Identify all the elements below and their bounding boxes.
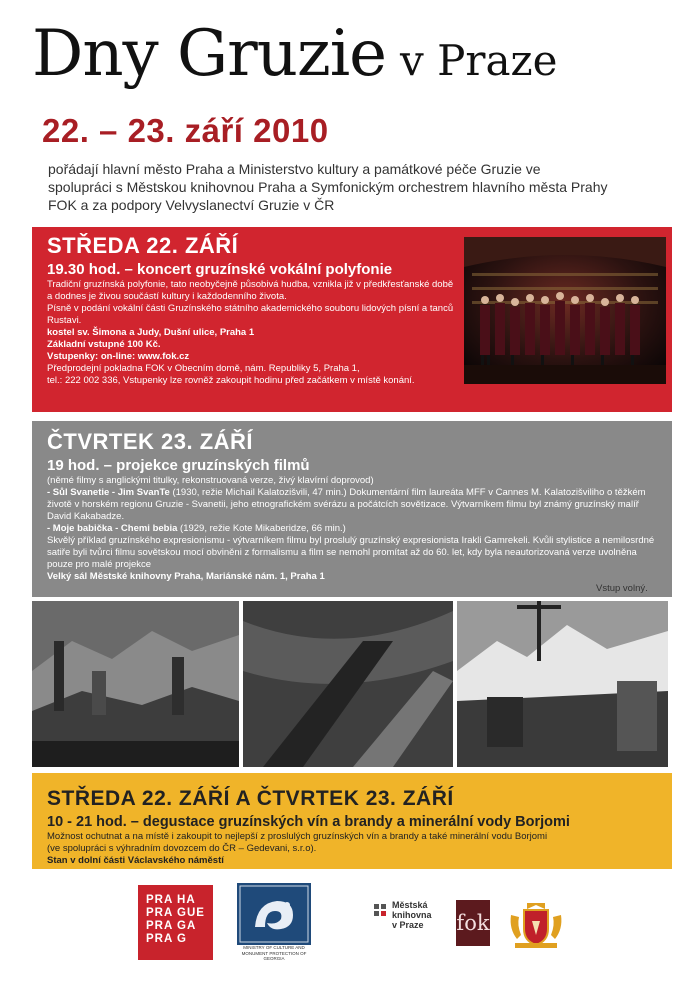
film-still-svaneti (32, 601, 239, 767)
film-1-text: (1930, režie Michail Kalatozišvili, 47 min.) Dokumentární film laureáta MFF v Cannes M. Kalatozišviliho o těžkém životě v horském regionu Gruzie - Svanetii, jeho etnografickém svérázu a počátcích sovětizace. Výtvarníkem filmu byl známý gruzínský malíř David Kakabadze. (47, 487, 646, 522)
film-2-text: (1929, režie Kote Mikaberidze, 66 min.) (177, 523, 346, 534)
tasting-text-2: (ve spolupráci s výhradním dovozcem do ČR – Gedevani, s.r.o). (47, 843, 317, 854)
title-main: Dny Gruzie (32, 17, 387, 91)
film-still-texture (243, 601, 453, 767)
entry-free: Vstup volný. (596, 583, 648, 594)
georgia-coat-of-arms-icon (507, 895, 565, 950)
films-place: Velký sál Městské knihovny Praha, Mariánské nám. 1, Praha 1 (47, 571, 325, 582)
concert-price: Základní vstupné 100 Kč. (47, 339, 161, 350)
section-subheading: 19 hod. – projekce gruzínských filmů (47, 457, 310, 474)
ministry-name: MINISTRY OF CULTURE AND MONUMENT PROTECTION OF GEORGIA (241, 945, 307, 961)
fok-logo: fok (456, 900, 490, 946)
films-description (47, 475, 659, 583)
film-1-title: - Sůl Svanetie - Jim SvanTe (47, 487, 170, 498)
film-still-mountains (457, 601, 668, 767)
wednesday-concert-section (32, 227, 672, 412)
section-subheading: 19.30 hod. – koncert gruzínské vokální polyfonie (47, 261, 393, 278)
film-2 (47, 523, 659, 535)
tasting-section (32, 773, 672, 869)
concert-text-2: Písně v podání vokální části Gruzínského státního akademického souboru lidových písní a tanců Rustavi. (47, 303, 454, 326)
organizers-intro: pořádají hlavní město Praha a Ministerstvo kultury a památkové péče Gruzie ve spolupráci s Městskou knihovnou Praha a Symfonickým orchestrem hlavního města Prahy FOK a za podpory Velvyslanectví Gruzie v ČR (48, 161, 608, 213)
ministry-logo (237, 883, 311, 963)
section-subheading: 10 - 21 hod. – degustace gruzínských vín a brandy a minerální vody Borjomi (47, 814, 570, 830)
choir-photo (464, 237, 666, 384)
concert-text-1: Tradiční gruzínská polyfonie, tato neobyčejně působivá hudba, vznikla již v předkřesťanské době a dodnes je živou součástí kultury i každodenního života. (47, 279, 454, 302)
film-2-title: - Moje babička - Chemi bebia (47, 523, 178, 534)
concert-presale: Předprodejní pokladna FOK v Obecním domě, nám. Republiky 5, Praha 1, (47, 363, 360, 374)
concert-place: kostel sv. Šimona a Judy, Dušní ulice, Praha 1 (47, 327, 255, 338)
event-dates: 22. – 23. září 2010 (42, 112, 329, 149)
title-sub: v Praze (400, 36, 558, 85)
film-1 (47, 487, 659, 523)
section-heading: STŘEDA 22. ZÁŘÍ A ČTVRTEK 23. ZÁŘÍ (47, 787, 454, 810)
poster-title (32, 17, 672, 91)
concert-description (47, 279, 457, 387)
tasting-text-1: Možnost ochutnat a na místě i zakoupit to nejlepší z proslulých gruzínských vín a brandy a také minerální vodu Borjomi (47, 831, 548, 842)
concert-tickets: Vstupenky: on-line: www.fok.cz (47, 351, 190, 362)
thursday-films-section (32, 421, 672, 597)
tasting-description (47, 831, 659, 867)
section-heading: ČTVRTEK 23. ZÁŘÍ (47, 429, 254, 454)
concert-phone: tel.: 222 002 336, Vstupenky lze rovněž zakoupit hodinu před začátkem v místě konání. (47, 375, 415, 386)
library-logo: Městská knihovna v Praze (374, 900, 448, 950)
film-2-description: Skvělý příklad gruzínského expresionismu - výtvarníkem filmu byl proslulý gruzínský expresionista Irakli Gamrekeli. Kvůli stylistice a nemilosrdné satiře byli tvůrci filmu sovětskou mocí obviněni z formalismu a film se nemohl promítat až do 60. let, kdy byla neautorizovaná verze uvolněna pouze pro malé projekce (47, 535, 655, 570)
library-icon (374, 904, 386, 918)
tasting-place: Stan v dolní části Václavského náměstí (47, 855, 224, 866)
films-note: (němé filmy s anglickými titulky, rekonstruovaná verze, živý klavírní doprovod) (47, 475, 374, 486)
section-heading: STŘEDA 22. ZÁŘÍ (47, 233, 239, 258)
praha-logo: PRA HA PRA GUE PRA GA PRA G (138, 885, 213, 960)
ministry-emblem-icon (237, 883, 311, 945)
